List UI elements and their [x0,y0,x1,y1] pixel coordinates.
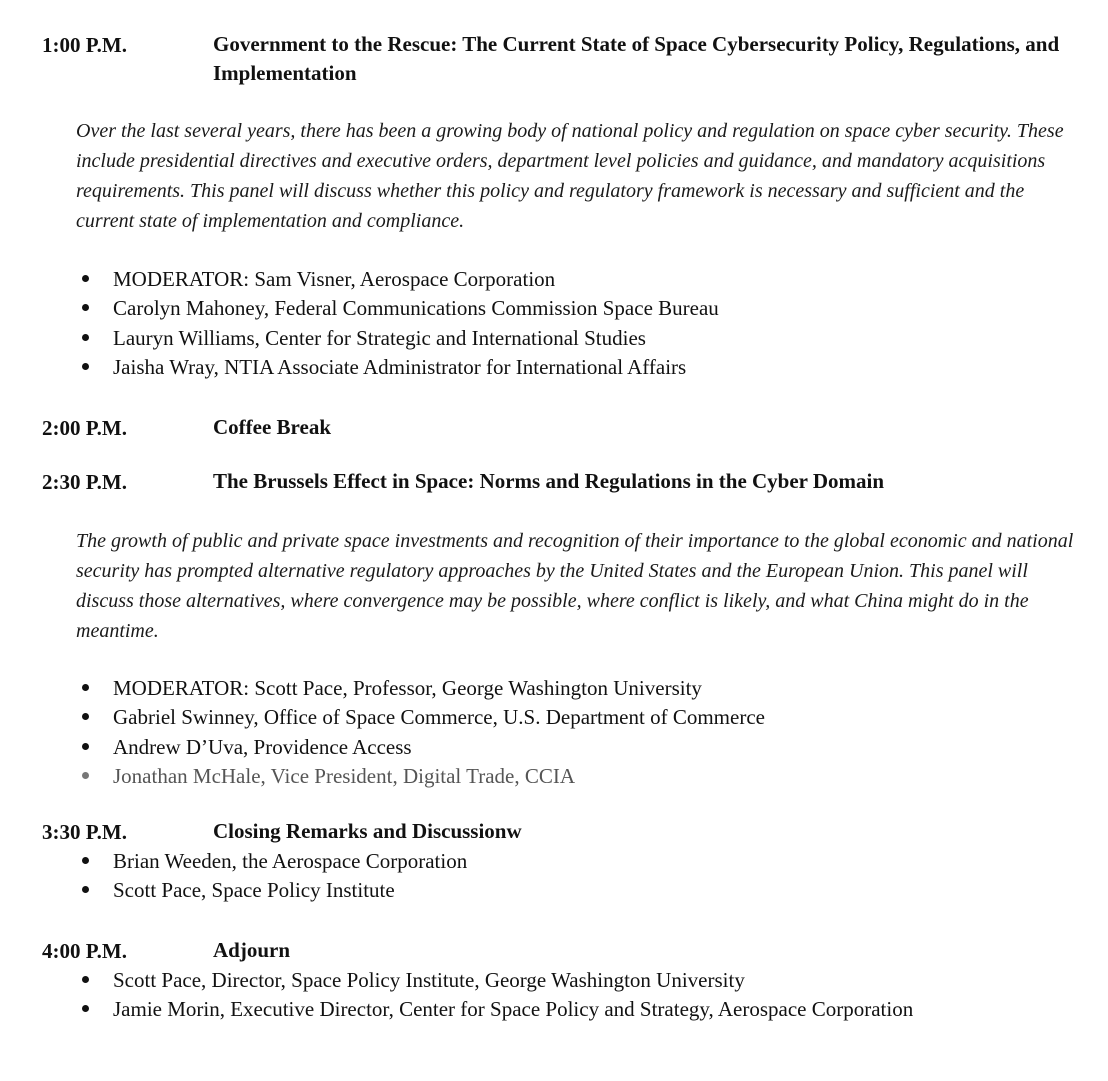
speaker-item [0,703,1108,732]
speaker-item [0,876,1108,905]
speaker-name: Jaisha Wray, NTIA Associate Administrator for International Affairs [113,354,687,379]
speaker-name: Gabriel Swinney, Office of Space Commerce, U.S. Department of Commerce [113,705,765,730]
bullet-icon [82,713,89,720]
speaker-name: Lauryn Williams, Center for Strategic and International Studies [113,325,646,350]
session-header [0,936,1108,966]
session-title: Closing Remarks and Discussionw [213,819,522,843]
session-time: 1:00 P.M. [42,33,127,57]
agenda-session [0,30,1108,379]
session-time: 3:30 P.M. [42,820,127,844]
agenda-session [0,413,1108,443]
bullet-icon [82,275,89,282]
session-description: Over the last several years, there has been a growing body of national policy and regulation on space cyber security. These include presidential directives and executive orders, department level policies and guidance, and mandatory acquisitions requirements. This panel will discuss whether this policy and regulatory framework is necessary and sufficient and the current state of implementation and compliance. [76,120,1064,232]
agenda-session [0,817,1108,903]
speaker-item [0,847,1108,876]
speaker-name: Scott Pace, Director, Space Policy Institute, George Washington University [113,968,745,992]
speaker-list [0,966,1108,1025]
speaker-name: Brian Weeden, the Aerospace Corporation [113,849,468,873]
speaker-list [0,265,1108,382]
speaker-item [0,733,1108,762]
speaker-item [0,294,1108,323]
session-description: The growth of public and private space investments and recognition of their importance to the global economic and national security has prompted alternative regulatory approaches by the United States and the European Union. This panel will discuss those alternatives, where convergence may be possible, where conflict is likely, and what China might do in the meantime. [76,530,1074,642]
speaker-name: Scott Pace, Space Policy Institute [113,878,395,903]
bullet-icon [82,363,89,370]
session-header [0,30,1108,85]
speaker-list [0,674,1108,791]
bullet-icon [82,684,89,691]
session-header [0,413,1108,443]
bullet-icon [82,304,89,311]
speaker-item [0,995,1108,1024]
session-title: Adjourn [213,938,291,962]
speaker-item [0,674,1108,703]
session-header [0,467,1108,497]
bullet-icon [82,1005,89,1012]
speaker-name: Jamie Morin, Executive Director, Center for Space Policy and Strategy, Aerospace Corporation [113,997,914,1022]
session-title: Government to the Rescue: The Current State of Space Cybersecurity Policy, Regulations, and Implementation [213,32,1060,85]
speaker-name: Jonathan McHale, Vice President, Digital Trade, CCIA [113,763,576,788]
bullet-icon [82,886,89,893]
speaker-item [0,762,1108,791]
bullet-icon [82,743,89,750]
agenda-session [0,936,1108,1022]
speaker-list [0,847,1108,906]
speaker-name: Carolyn Mahoney, Federal Communications Commission Space Bureau [113,296,719,321]
session-header [0,817,1108,847]
speaker-name: Andrew D’Uva, Providence Access [113,734,412,759]
session-time: 4:00 P.M. [42,939,127,963]
speaker-item [0,324,1108,353]
bullet-icon [82,772,89,779]
speaker-item [0,966,1108,995]
speaker-name: MODERATOR: Sam Visner, Aerospace Corporation [113,267,556,291]
agenda-session [0,467,1108,788]
session-title: The Brussels Effect in Space: Norms and Regulations in the Cyber Domain [213,469,885,493]
bullet-icon [82,857,89,864]
bullet-icon [82,334,89,341]
session-title: Coffee Break [213,415,331,439]
session-time: 2:00 P.M. [42,416,127,440]
speaker-item [0,353,1108,382]
speaker-item [0,265,1108,294]
bullet-icon [82,976,89,983]
speaker-name: MODERATOR: Scott Pace, Professor, George Washington University [113,676,702,700]
session-time: 2:30 P.M. [42,470,127,494]
